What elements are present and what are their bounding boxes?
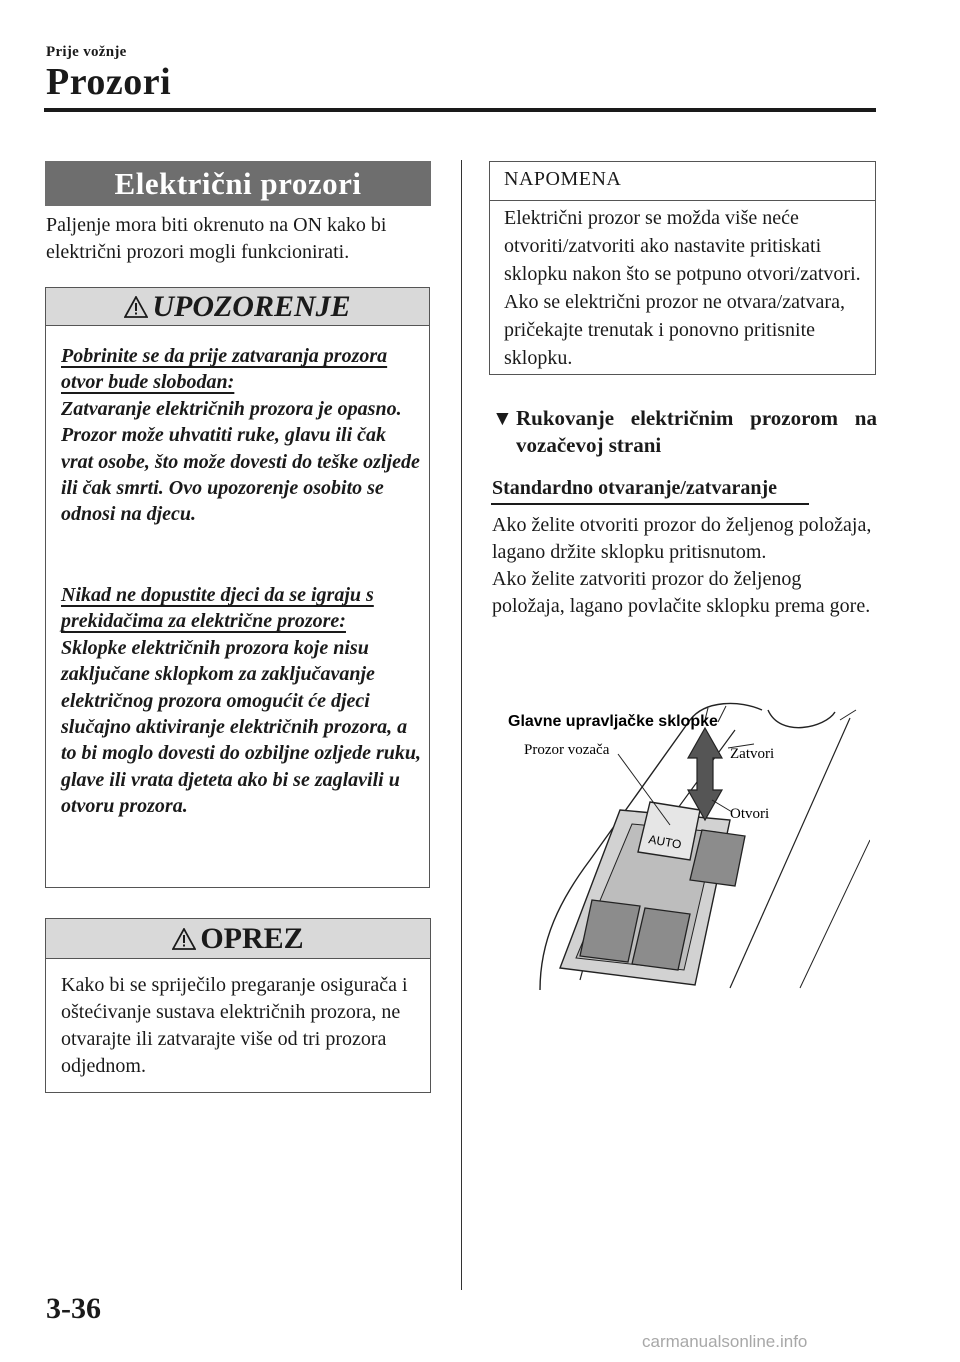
caution-title — [46, 919, 430, 959]
subsection-title: Rukovanje električnim prozorom na vozačevoj strani — [516, 406, 877, 457]
page-title: Prozori — [46, 61, 172, 103]
warning-title-text: UPOZORENJE — [152, 290, 351, 323]
note-text: Električni prozor se možda više neće otvoriti/zatvoriti ako nastavite pritiskati sklopku nakon što se potpuno otvori/zatvori. Ako se električni prozor ne otvara/zatvara, pričekajte trenutak i ponovno pritisnite sklopku. — [504, 207, 861, 369]
open-label: Otvori — [730, 806, 770, 822]
breadcrumb: Prije vožnje — [46, 44, 127, 60]
warning-title — [46, 288, 429, 326]
subsection-heading — [492, 405, 877, 459]
driver-window-label: Prozor vozača — [524, 742, 610, 758]
standard-text-1: Ako želite otvoriti prozor do željenog položaja, lagano držite sklopku pritisnutom. — [492, 514, 872, 563]
header-rule — [44, 108, 876, 112]
column-divider — [461, 160, 462, 1290]
warning-heading-1: Pobrinite se da prije zatvaranja prozora otvor bude slobodan: — [61, 345, 388, 394]
main-switch-label: Glavne upravljačke sklopke — [508, 713, 718, 730]
standard-text-2: Ako želite zatvoriti prozor do željenog položaja, lagano povlačite sklopku prema gore. — [492, 568, 871, 617]
auto-label: AUTO — [647, 832, 683, 852]
intro-paragraph: Paljenje mora biti okrenuto na ON kako bi električni prozori mogli funkcionirati. — [46, 214, 387, 263]
warning-triangle-icon — [124, 296, 148, 318]
caution-text: Kako bi se spriječilo pregaranje osigurača i oštećivanje sustava električnih prozora, ne otvarajte ili zatvarajte više od tri prozora odjednom. — [61, 974, 408, 1077]
standard-heading: Standardno otvaranje/zatvaranje — [492, 477, 777, 499]
warning-section-2 — [61, 582, 421, 820]
warning-text-2: Sklopke električnih prozora koje nisu zaključane sklopkom za zaključavanje električnog prozora omogućit će djeci slučajno aktiviranje električnih prozora, a to bi moglo dovesti do ozbiljne ozljede ruku, glave ili vrata djeteta ako bi se zaglavili u otvoru prozora. — [61, 636, 422, 818]
warning-text-1: Zatvaranje električnih prozora je opasno. Prozor može uhvatiti ruke, glavu ili čak vrat osobe, što može dovesti do teške ozljede ili čak smrti. Ovo upozorenje osobito se odnosi na djecu. — [61, 397, 420, 526]
page-number: 3-36 — [46, 1292, 101, 1325]
caution-triangle-icon — [172, 928, 196, 950]
switch-panel-illustration — [500, 700, 870, 1000]
close-label: Zatvori — [730, 746, 775, 762]
section-title: Električni prozori — [45, 161, 431, 206]
standard-heading-rule — [491, 503, 809, 505]
warning-section-1 — [61, 343, 421, 528]
standard-text — [492, 512, 877, 620]
caution-title-text: OPREZ — [200, 922, 304, 955]
note-title: NAPOMENA — [504, 168, 622, 190]
switch-figure — [500, 700, 870, 1005]
watermark: carmanualsonline.info — [642, 1332, 808, 1351]
triangle-down-icon: ▼ — [492, 406, 513, 430]
warning-heading-2: Nikad ne dopustite djeci da se igraju s prekidačima za električne prozore: — [61, 584, 374, 633]
note-rule — [490, 200, 875, 201]
